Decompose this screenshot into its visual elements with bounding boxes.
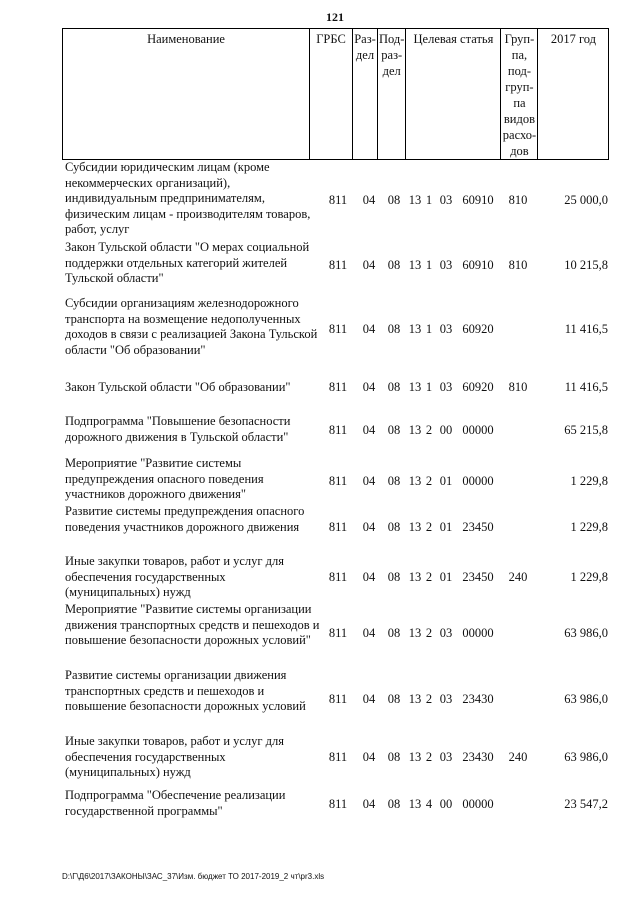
row-name: Субсидии организациям железнодорожного транспорта на возмещение недополученных доходов в связи с реализацией Закона Тульской области "Об образовании" <box>65 296 318 357</box>
row-target-direction: 60920 <box>462 380 494 394</box>
row-name: Мероприятие "Развитие системы организации движения транспортных средств и пешеходов и повышение безопасности дорожных условий" <box>65 602 320 647</box>
row-amount: 1 229,8 <box>570 520 608 534</box>
row-target-program: 13 <box>408 692 422 706</box>
header-year: 2017 год <box>538 29 609 160</box>
row-target-subprogram: 1 <box>425 380 433 394</box>
row-name: Закон Тульской области "О мерах социальной поддержки отдельных категорий жителей Тульской области" <box>65 240 310 285</box>
row-expense-type: 810 <box>508 380 528 394</box>
row-razdel: 04 <box>362 692 376 706</box>
row-grbs: 811 <box>328 322 348 336</box>
row-grbs: 811 <box>328 193 348 207</box>
row-target-program: 13 <box>408 520 422 534</box>
row-razdel: 04 <box>362 750 376 764</box>
row-amount: 11 416,5 <box>564 322 608 336</box>
row-amount: 1 229,8 <box>570 474 608 488</box>
row-podrazdel: 08 <box>387 626 401 640</box>
row-target-direction: 00000 <box>462 797 494 811</box>
row-razdel: 04 <box>362 322 376 336</box>
row-podrazdel: 08 <box>387 322 401 336</box>
row-target-direction: 00000 <box>462 423 494 437</box>
row-target-subprogram: 2 <box>425 570 433 584</box>
row-amount: 11 416,5 <box>564 380 608 394</box>
row-razdel: 04 <box>362 520 376 534</box>
row-target-direction: 23450 <box>462 520 494 534</box>
row-target-direction: 60910 <box>462 258 494 272</box>
row-target-program: 13 <box>408 193 422 207</box>
row-amount: 65 215,8 <box>564 423 608 437</box>
row-target-program: 13 <box>408 626 422 640</box>
row-target-subprogram: 1 <box>425 193 433 207</box>
row-target-event: 01 <box>439 474 453 488</box>
row-target-program: 13 <box>408 322 422 336</box>
row-name: Иные закупки товаров, работ и услуг для обеспечения государственных (муниципальных) нужд <box>65 554 285 599</box>
row-amount: 10 215,8 <box>564 258 608 272</box>
row-target-direction: 00000 <box>462 626 494 640</box>
row-target-event: 03 <box>439 626 453 640</box>
table-header <box>62 28 609 160</box>
row-target-subprogram: 2 <box>425 692 433 706</box>
row-target-program: 13 <box>408 380 422 394</box>
row-amount: 1 229,8 <box>570 570 608 584</box>
row-target-event: 03 <box>439 322 453 336</box>
header-name: Наименование <box>63 29 310 160</box>
row-target-program: 13 <box>408 258 422 272</box>
row-target-program: 13 <box>408 750 422 764</box>
row-name: Субсидии юридическим лицам (кроме некоммерческих организаций), индивидуальным предпринимателям, физическим лицам - производителям товаров, работ, услуг <box>65 160 311 236</box>
row-target-subprogram: 1 <box>425 322 433 336</box>
row-podrazdel: 08 <box>387 692 401 706</box>
row-target-program: 13 <box>408 423 422 437</box>
row-grbs: 811 <box>328 474 348 488</box>
row-grbs: 811 <box>328 570 348 584</box>
row-target-subprogram: 2 <box>425 474 433 488</box>
row-podrazdel: 08 <box>387 797 401 811</box>
row-name: Подпрограмма "Повышение безопасности дорожного движения в Тульской области" <box>65 414 291 444</box>
row-expense-type: 240 <box>508 570 528 584</box>
row-razdel: 04 <box>362 474 376 488</box>
row-target-subprogram: 1 <box>425 258 433 272</box>
row-podrazdel: 08 <box>387 193 401 207</box>
row-name: Подпрограмма "Обеспечение реализации государственной программы" <box>65 788 286 818</box>
row-target-subprogram: 2 <box>425 520 433 534</box>
row-grbs: 811 <box>328 258 348 272</box>
row-grbs: 811 <box>328 520 348 534</box>
page-number: 121 <box>326 10 344 24</box>
row-podrazdel: 08 <box>387 258 401 272</box>
row-target-direction: 23450 <box>462 570 494 584</box>
row-target-direction: 00000 <box>462 474 494 488</box>
header-podrazdel: Под- раз- дел <box>378 29 406 160</box>
row-name: Закон Тульской области "Об образовании" <box>65 380 291 394</box>
row-amount: 63 986,0 <box>564 692 608 706</box>
header-expense-group: Груп- па, под- груп- па видов расхо- дов <box>501 29 538 160</box>
header-grbs: ГРБС <box>310 29 353 160</box>
row-razdel: 04 <box>362 258 376 272</box>
row-razdel: 04 <box>362 193 376 207</box>
row-name: Мероприятие "Развитие системы предупреждения опасного поведения участников дорожного движения" <box>65 456 264 501</box>
row-grbs: 811 <box>328 423 348 437</box>
row-razdel: 04 <box>362 423 376 437</box>
row-name: Развитие системы организации движения транспортных средств и пешеходов и повышение безопасности дорожных условий <box>65 668 306 713</box>
row-razdel: 04 <box>362 570 376 584</box>
row-expense-type: 240 <box>508 750 528 764</box>
row-grbs: 811 <box>328 692 348 706</box>
row-target-event: 00 <box>439 423 453 437</box>
row-target-event: 03 <box>439 380 453 394</box>
row-target-direction: 23430 <box>462 692 494 706</box>
row-expense-type: 810 <box>508 193 528 207</box>
header-target-article: Целевая статья <box>406 29 501 160</box>
row-razdel: 04 <box>362 626 376 640</box>
row-amount: 25 000,0 <box>564 193 608 207</box>
row-podrazdel: 08 <box>387 520 401 534</box>
row-target-event: 00 <box>439 797 453 811</box>
row-target-event: 01 <box>439 570 453 584</box>
row-target-event: 03 <box>439 193 453 207</box>
row-target-event: 03 <box>439 750 453 764</box>
row-podrazdel: 08 <box>387 474 401 488</box>
row-amount: 63 986,0 <box>564 750 608 764</box>
row-target-event: 03 <box>439 692 453 706</box>
row-target-program: 13 <box>408 570 422 584</box>
row-target-program: 13 <box>408 474 422 488</box>
row-name: Иные закупки товаров, работ и услуг для обеспечения государственных (муниципальных) нужд <box>65 734 285 779</box>
row-amount: 23 547,2 <box>564 797 608 811</box>
row-target-event: 03 <box>439 258 453 272</box>
row-podrazdel: 08 <box>387 423 401 437</box>
row-target-subprogram: 2 <box>425 626 433 640</box>
row-razdel: 04 <box>362 380 376 394</box>
row-target-direction: 60920 <box>462 322 494 336</box>
row-target-program: 13 <box>408 797 422 811</box>
row-podrazdel: 08 <box>387 750 401 764</box>
row-podrazdel: 08 <box>387 570 401 584</box>
row-podrazdel: 08 <box>387 380 401 394</box>
file-path-footer: D:\Г\Д6\2017\ЗАКОНЫ\ЗАС_37\Изм. бюджет ТО 2017-2019_2 чт\pr3.xls <box>62 872 325 881</box>
row-target-subprogram: 2 <box>425 423 433 437</box>
row-target-direction: 60910 <box>462 193 494 207</box>
row-grbs: 811 <box>328 797 348 811</box>
row-grbs: 811 <box>328 750 348 764</box>
row-target-subprogram: 2 <box>425 750 433 764</box>
row-grbs: 811 <box>328 380 348 394</box>
row-grbs: 811 <box>328 626 348 640</box>
row-expense-type: 810 <box>508 258 528 272</box>
row-razdel: 04 <box>362 797 376 811</box>
row-name: Развитие системы предупреждения опасного поведения участников дорожного движения <box>65 504 305 534</box>
row-amount: 63 986,0 <box>564 626 608 640</box>
header-razdel: Раз- дел <box>353 29 378 160</box>
row-target-event: 01 <box>439 520 453 534</box>
row-target-direction: 23430 <box>462 750 494 764</box>
row-target-subprogram: 4 <box>425 797 433 811</box>
